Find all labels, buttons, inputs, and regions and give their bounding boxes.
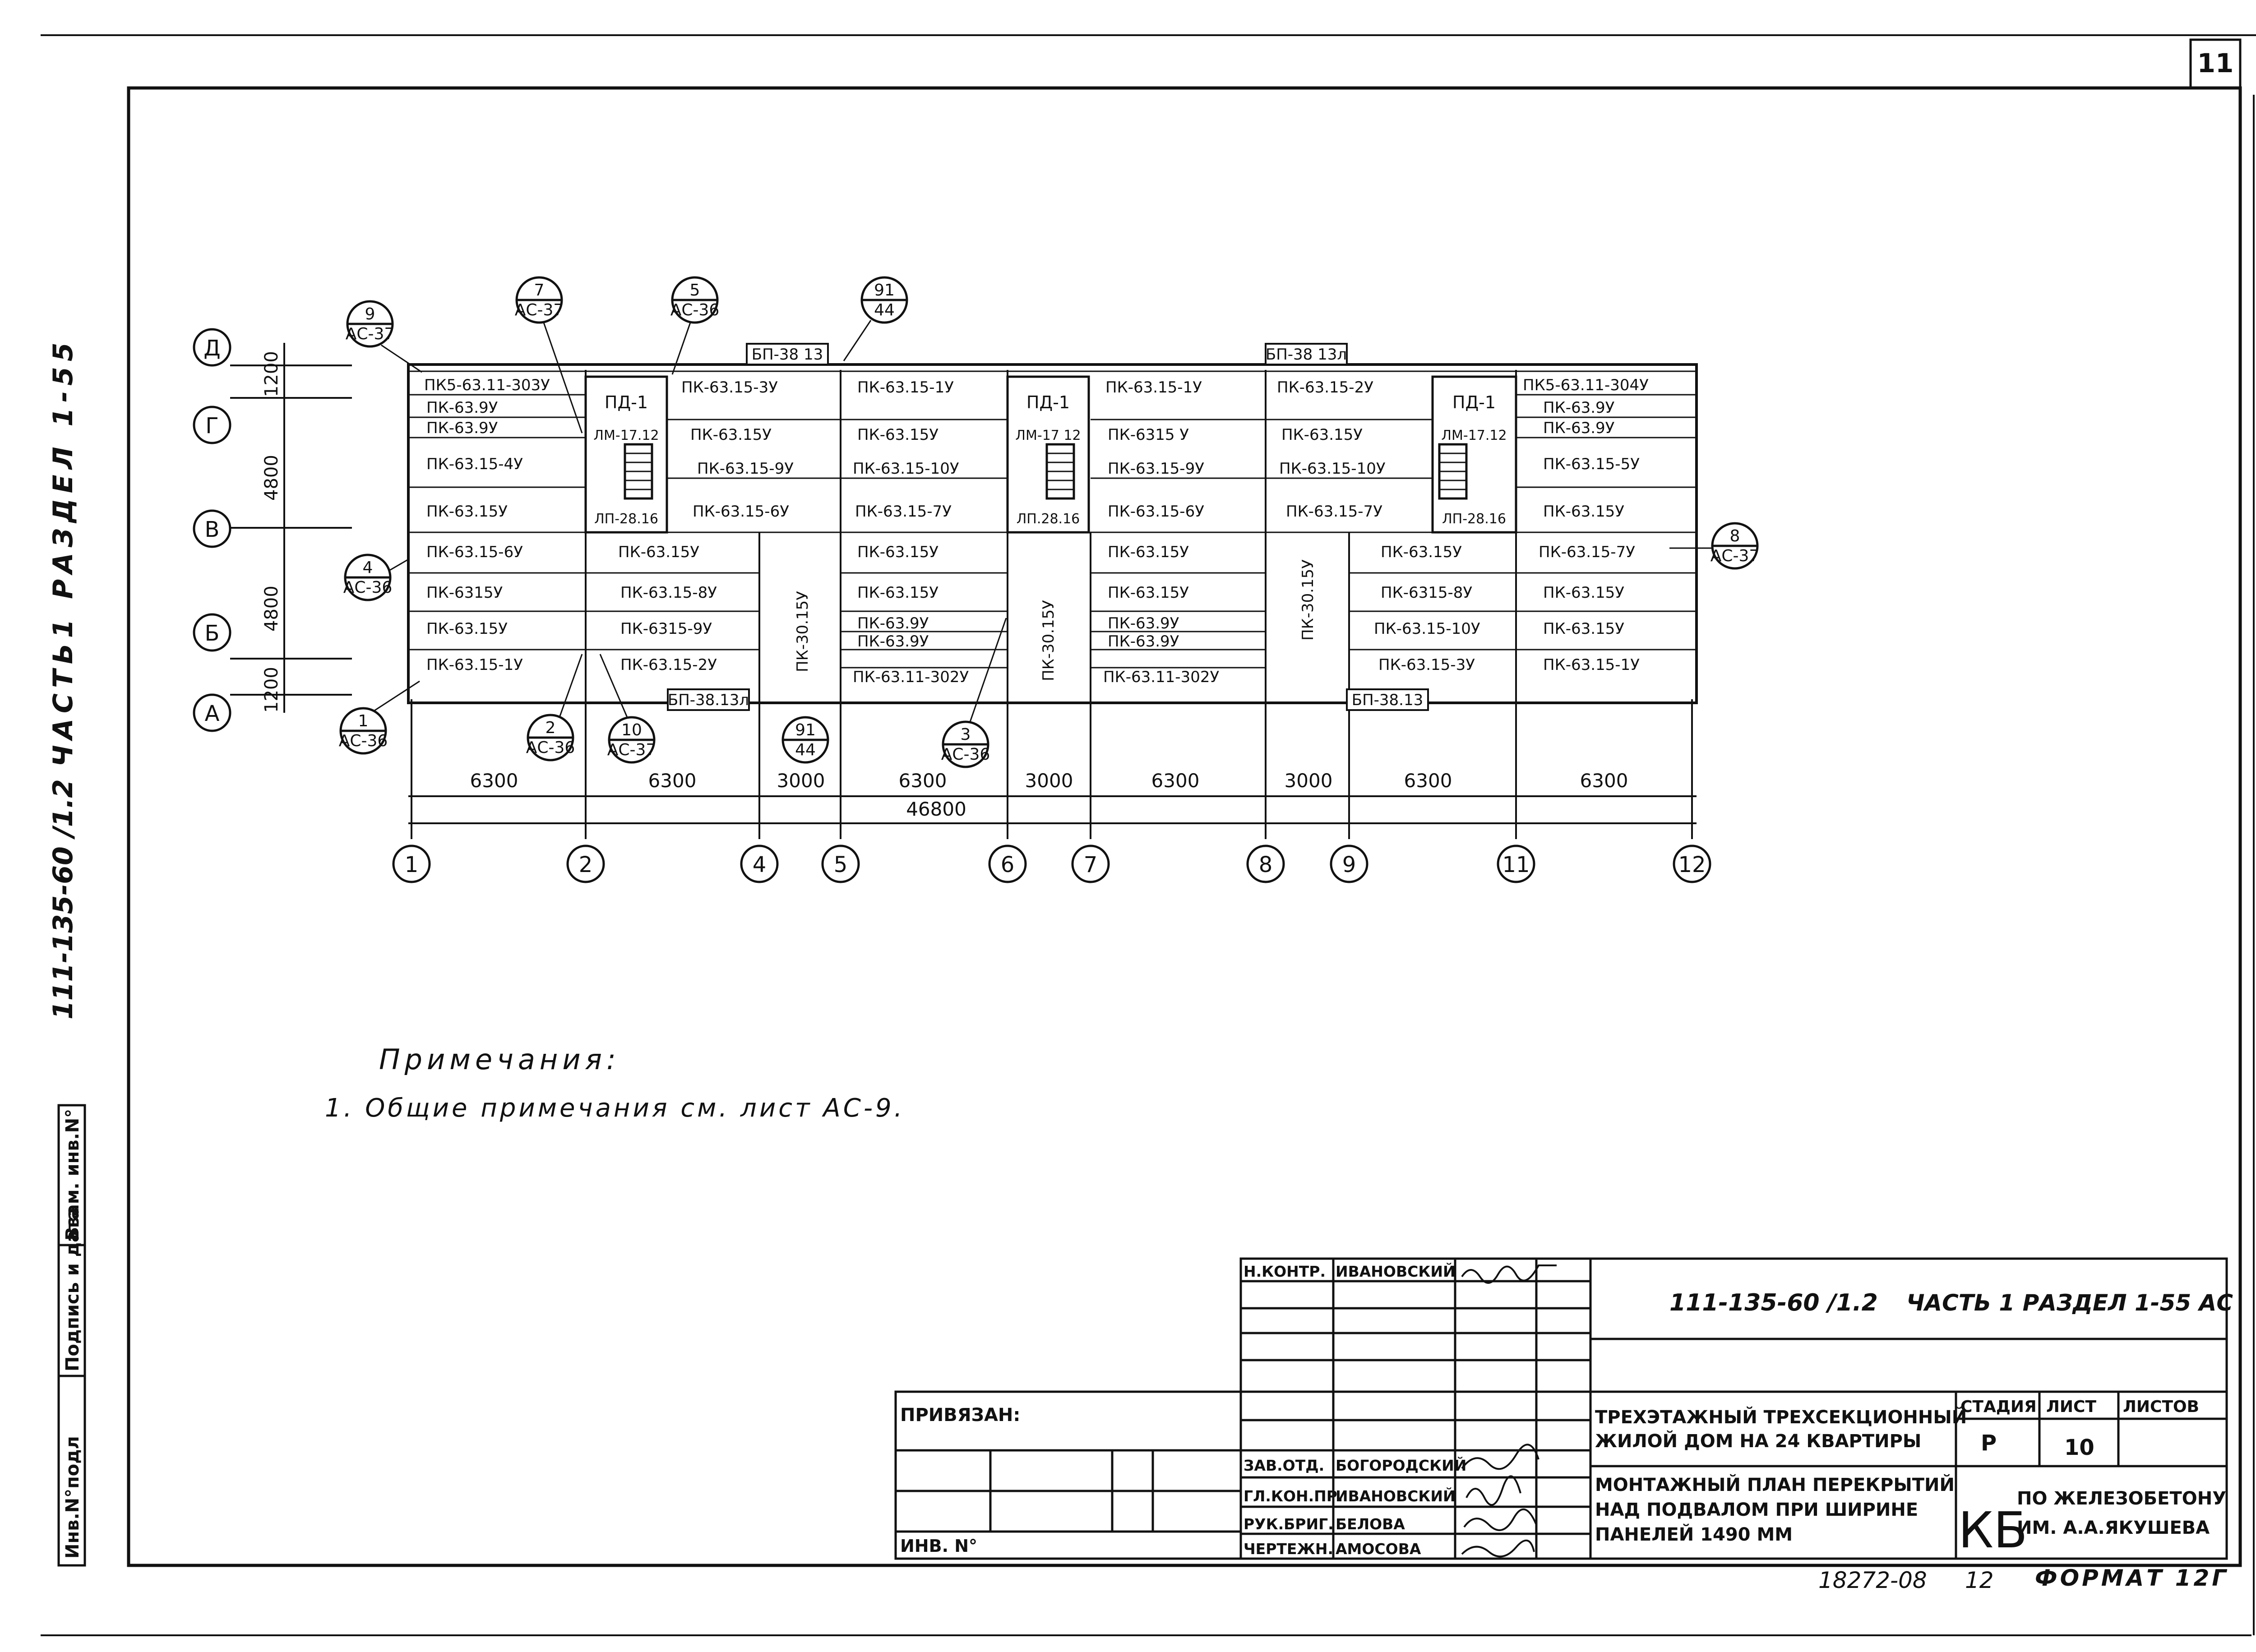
panel-label: ПК-63.15-6У	[693, 503, 789, 521]
signature-role: ЧЕРТЕЖН.	[1244, 1540, 1333, 1558]
stair-lm-label: ЛМ-17.12	[593, 428, 659, 443]
footer-format: ФОРМАТ 12Г	[2035, 1565, 2229, 1591]
sheet-number: 11	[2197, 48, 2234, 78]
col-axis-label: 2	[578, 852, 593, 877]
panel-label: ПК-63.15-6У	[426, 543, 523, 561]
footer-archive: 18272-08	[1818, 1567, 1927, 1593]
row-dim: 4800	[261, 586, 282, 632]
side-stamp-inv: Инв.N°подл	[62, 1436, 83, 1559]
col-dim: 6300	[1580, 770, 1628, 792]
signature-name: ИВАНОВСКИЙ	[1336, 1263, 1456, 1280]
beam-label: БП-38.13л	[667, 691, 749, 709]
panel-label: ПК-63.15У	[1381, 543, 1462, 561]
panel-label: ПК-63.15У	[857, 543, 939, 561]
tb-project-1: ТРЕХЭТАЖНЫЙ ТРЕХСЕКЦИОННЫЙ	[1595, 1407, 1967, 1428]
callout-top: 1	[358, 712, 369, 730]
panel-label: ПК-63.15У	[1108, 584, 1189, 602]
tb-stage-label: СТАДИЯ	[1960, 1398, 2037, 1416]
panel-label: ПК-63.15-3У	[681, 378, 778, 397]
signature-name: АМОСОВА	[1336, 1540, 1421, 1558]
col-dim: 6300	[898, 770, 947, 792]
side-stamp-sign: Подпись и дата	[62, 1207, 83, 1371]
panel-label: ПК-63.15У	[1543, 503, 1625, 521]
panel-label: ПК-63.15-5У	[1543, 455, 1640, 473]
callout-top: 10	[621, 721, 642, 739]
panel-label: ПК-63.15У	[426, 503, 508, 521]
panel-label: ПК-63.9У	[1543, 399, 1615, 417]
beam-label: БП-38 13л	[1265, 346, 1347, 364]
tb-sheet-label: ЛИСТ	[2046, 1398, 2097, 1416]
panel-label: ПК-63.15-3У	[1378, 656, 1475, 674]
stair-lp-label: ЛП-28.16	[594, 511, 658, 527]
panel-label: ПК-63.15-2У	[1277, 378, 1373, 397]
panel-label: ПК-63.15-1У	[857, 378, 954, 397]
panel-label: ПК-63.15-7У	[1286, 503, 1382, 521]
panel-label: ПК-6315У	[426, 584, 503, 602]
panel-label: ПК-63.15-6У	[1108, 503, 1204, 521]
callout-top: 5	[689, 281, 700, 300]
panel-label: ПК-6315-8У	[1381, 584, 1473, 602]
col-axis-label: 7	[1083, 852, 1098, 877]
callout-bottom: АС-36	[670, 301, 720, 319]
total-dim: 46800	[906, 798, 966, 820]
stair-lm-label: ЛМ-17.12	[1441, 428, 1507, 443]
callout-top: 9	[365, 305, 375, 323]
callout-bottom: АС-37	[345, 325, 395, 343]
callout-bottom: АС-37	[514, 301, 564, 319]
callout-top: 2	[545, 719, 556, 737]
signature-role: РУК.БРИГ.	[1244, 1515, 1334, 1533]
panel-label: ПК-63.15-4У	[426, 455, 523, 473]
panel-label: ПК-63.15У	[1543, 584, 1625, 602]
tb-title-1: МОНТАЖНЫЙ ПЛАН ПЕРЕКРЫТИЙ	[1595, 1475, 1955, 1495]
row-dim: 4800	[261, 455, 282, 501]
signature-role: ГЛ.КОН.ПР.	[1244, 1487, 1343, 1505]
callout-bottom: 44	[874, 301, 895, 319]
tb-code: 111-135-60 /1.2	[1669, 1289, 1878, 1316]
panel-label: ПК-63.15У	[426, 620, 508, 638]
stair-pd-label: ПД-1	[1452, 392, 1496, 412]
panel-label: ПК-63.15У	[857, 584, 939, 602]
tb-org-1: ПО ЖЕЛЕЗОБЕТОНУ	[2017, 1488, 2227, 1509]
callout-top: 91	[795, 721, 816, 739]
callout-bottom: АС-36	[526, 738, 575, 757]
beam-label: БП-38.13	[1351, 691, 1424, 709]
notes-item: 1. Общие примечания см. лист АС-9.	[325, 1094, 905, 1123]
org-logo: КБ	[1958, 1501, 2028, 1559]
stair-pd-label: ПД-1	[1026, 392, 1070, 412]
panel-label: ПК-63.15-7У	[1539, 543, 1635, 561]
stair-lm-label: ЛМ-17 12	[1015, 428, 1081, 443]
signature-role: Н.КОНТР.	[1244, 1263, 1326, 1280]
col-axis-label: 8	[1258, 852, 1273, 877]
stair-lp-label: ЛП.28.16	[1016, 511, 1080, 527]
panel-label: ПК-63.9У	[1108, 632, 1179, 651]
signature-name: БОГОРОДСКИЙ	[1336, 1457, 1467, 1474]
panel-label: ПК-63.9У	[857, 632, 929, 651]
callout-top: 3	[960, 725, 971, 744]
row-axis-label: Г	[205, 413, 219, 438]
panel-label: ПК-63.15У	[1108, 543, 1189, 561]
panel-label: ПК-63.15-2У	[620, 656, 717, 674]
col-axis-label: 6	[1000, 852, 1015, 877]
panel-label: ПК-63.15У	[857, 426, 939, 444]
callout-bottom: АС-36	[338, 732, 388, 750]
tb-sheets-label: ЛИСТОВ	[2123, 1398, 2200, 1416]
row-axis-label: Б	[204, 621, 220, 646]
tb-stage: Р	[1981, 1431, 1997, 1456]
callout-top: 4	[362, 558, 373, 577]
row-dim: 1200	[261, 667, 282, 713]
panel-label: ПК-63.9У	[1108, 614, 1179, 632]
panel-label: ПК5-63.11-303У	[424, 376, 550, 394]
signature-name: БЕЛОВА	[1336, 1515, 1405, 1533]
panel-label: ПК-63.15-1У	[1105, 378, 1202, 397]
beam-label: БП-38 13	[751, 346, 823, 364]
callout-bottom: 44	[795, 741, 816, 759]
panel-label: ПК-63.15-7У	[855, 503, 952, 521]
panel-label: ПК-63.9У	[426, 419, 498, 437]
panel-label: ПК-63.11-302У	[1103, 668, 1220, 686]
tb-section: ЧАСТЬ 1 РАЗДЕЛ 1-55 АС	[1906, 1290, 2233, 1316]
col-dim: 3000	[1025, 770, 1073, 792]
col-dim: 6300	[1404, 770, 1452, 792]
col-axis-label: 4	[752, 852, 767, 877]
callout-top: 8	[1729, 527, 1740, 545]
col-dim: 3000	[777, 770, 825, 792]
panel-label: ПК-63.15-9У	[1108, 460, 1204, 478]
col-axis-label: 1	[404, 852, 419, 877]
row-dim: 1200	[261, 351, 282, 397]
stair-pd-label: ПД-1	[604, 392, 648, 412]
tb-title-2: НАД ПОДВАЛОМ ПРИ ШИРИНЕ	[1595, 1500, 1919, 1520]
row-axis-label: А	[204, 701, 220, 726]
panel-label: ПК5-63.11-304У	[1523, 376, 1649, 394]
notes-heading: Примечания:	[379, 1043, 620, 1076]
side-part: ЧАСТЬ1 РАЗДЕЛ 1-55	[47, 337, 79, 767]
panel-label: ПК-63.15-1У	[1543, 656, 1640, 674]
panel-label: ПК-63.15У	[1543, 620, 1625, 638]
panel-label-vertical: ПК-30.15У	[794, 591, 812, 672]
panel-label: ПК-63.15У	[1281, 426, 1363, 444]
col-dim: 6300	[1151, 770, 1200, 792]
col-axis-label: 12	[1678, 852, 1706, 877]
callout-top: 7	[534, 281, 545, 300]
panel-label: ПК-63.15-1У	[426, 656, 523, 674]
footer-copy: 12	[1965, 1567, 1994, 1593]
panel-label: ПК-63.9У	[1543, 419, 1615, 437]
panel-label: ПК-63.11-302У	[853, 668, 969, 686]
col-axis-label: 5	[833, 852, 848, 877]
col-axis-label: 11	[1502, 852, 1530, 877]
panel-label: ПК-63.15-9У	[697, 460, 794, 478]
signature-name: ИВАНОВСКИЙ	[1336, 1487, 1456, 1505]
panel-label: ПК-63.15-10У	[1374, 620, 1480, 638]
side-stamp-replace: Взам. инв.N°	[62, 1108, 83, 1241]
tb-org-2: ИМ. А.А.ЯКУШЕВА	[2017, 1518, 2210, 1538]
side-code: 111-135-60 /1.2	[47, 779, 79, 1020]
col-axis-label: 9	[1342, 852, 1356, 877]
callout-bottom: АС-37	[1710, 547, 1760, 565]
panel-label: ПК-6315 У	[1108, 426, 1189, 444]
stair-lp-label: ЛП-28.16	[1442, 511, 1506, 527]
callout-bottom: АС-36	[343, 578, 393, 597]
panel-label: ПК-63.15У	[690, 426, 772, 444]
panel-label-vertical: ПК-30.15У	[1299, 559, 1317, 641]
panel-label: ПК-63.15У	[618, 543, 700, 561]
panel-label: ПК-63.15-8У	[620, 584, 717, 602]
callout-bottom: АС-36	[941, 745, 990, 764]
panel-label: ПК-6315-9У	[620, 620, 712, 638]
col-dim: 3000	[1284, 770, 1333, 792]
tb-sheet: 10	[2064, 1435, 2094, 1460]
signature-role: ЗАВ.ОТД.	[1244, 1457, 1325, 1474]
callout-bottom: АС-37	[607, 741, 656, 759]
panel-label: ПК-63.9У	[426, 399, 498, 417]
privyazan-label: ПРИВЯЗАН:	[900, 1405, 1021, 1426]
panel-label: ПК-63.15-10У	[853, 460, 959, 478]
callout-top: 91	[874, 281, 895, 300]
panel-label: ПК-63.15-10У	[1279, 460, 1386, 478]
tb-title-3: ПАНЕЛЕЙ 1490 ММ	[1595, 1524, 1793, 1545]
row-axis-label: В	[204, 517, 220, 542]
inv-label: ИНВ. N°	[900, 1536, 978, 1556]
row-axis-label: Д	[203, 336, 221, 361]
col-dim: 6300	[470, 770, 518, 792]
panel-label: ПК-63.9У	[857, 614, 929, 632]
col-dim: 6300	[648, 770, 697, 792]
tb-project-2: ЖИЛОЙ ДОМ НА 24 КВАРТИРЫ	[1595, 1431, 1922, 1452]
panel-label-vertical: ПК-30.15У	[1040, 600, 1058, 681]
